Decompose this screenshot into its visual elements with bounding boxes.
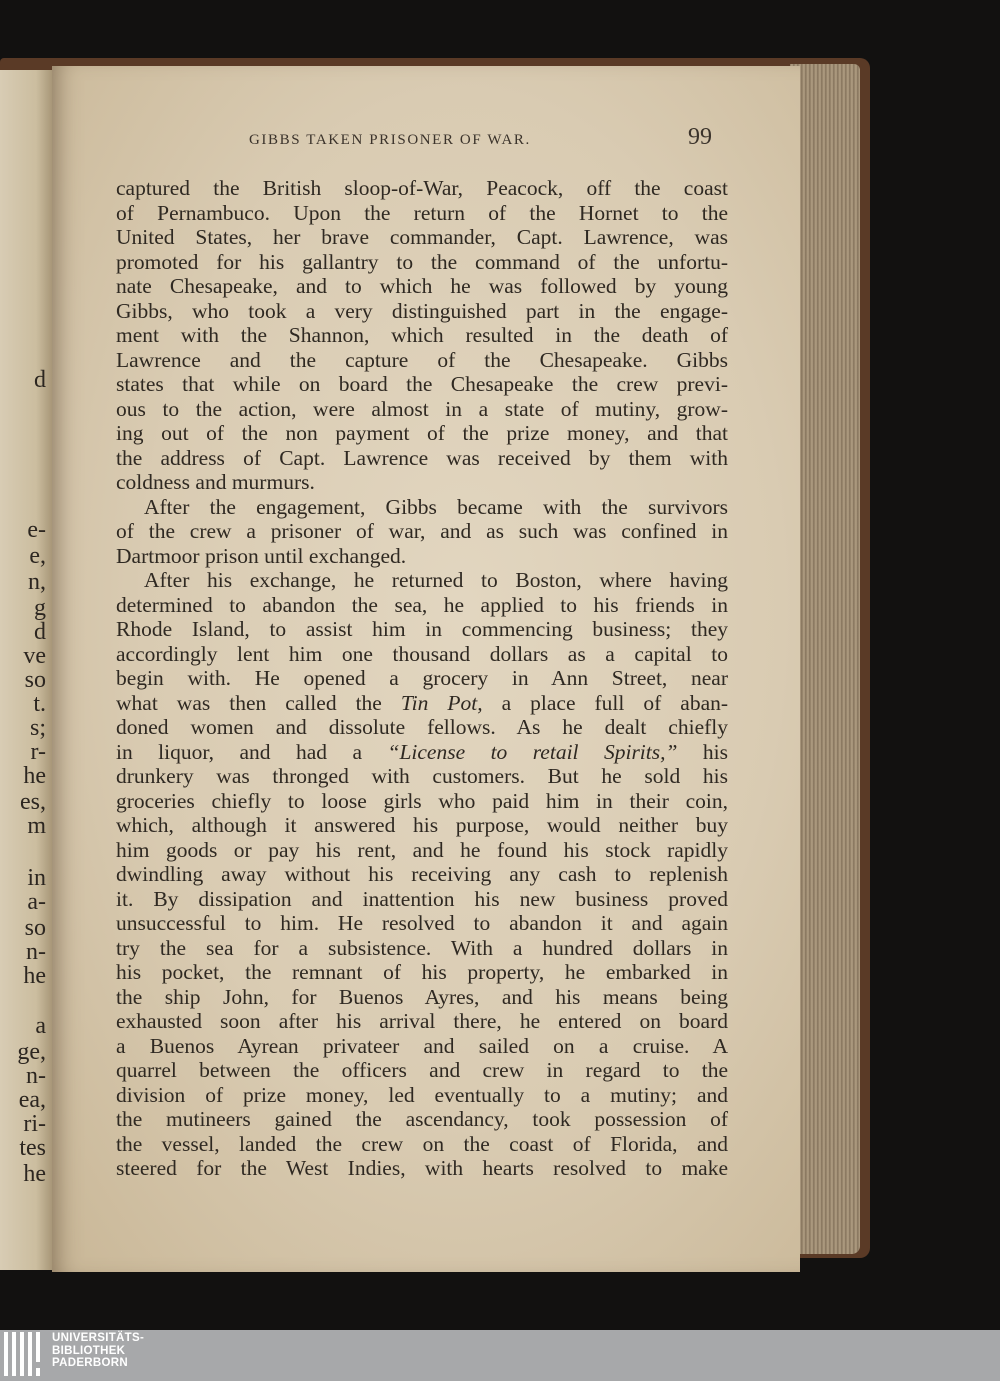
left-page-text-fragment: ge, <box>17 1039 46 1065</box>
logo-text-line: UNIVERSITÄTS- <box>52 1332 145 1344</box>
text-line: it. By dissipation and inattention his new business proved <box>116 886 728 911</box>
left-page-text-fragment: g <box>34 595 46 621</box>
text-line: him goods or pay his rent, and he found his stock rapidly <box>116 837 728 862</box>
left-page-text-fragment: e, <box>29 543 46 569</box>
left-page-text-fragment: so <box>24 667 46 693</box>
text-segment: what was then called the <box>116 690 382 715</box>
text-line: captured the British sloop-of-War, Peacock, off the coast <box>116 176 728 200</box>
text-segment: his <box>702 739 729 764</box>
left-page-text-fragment: s; <box>29 715 46 741</box>
text-segment: a place full of aban- <box>501 690 729 715</box>
text-line-with-italic <box>116 691 728 716</box>
text-line: groceries chiefly to loose girls who paid him in their coin, <box>116 788 728 813</box>
running-head: GIBBS TAKEN PRISONER OF WAR. <box>249 132 531 148</box>
logo-text-line: PADERBORN <box>52 1357 128 1369</box>
left-page-text-fragment: d <box>34 619 46 645</box>
left-page-text-fragment: n, <box>28 569 46 595</box>
text-line: the ship John, for Buenos Ayres, and his means being <box>116 984 728 1009</box>
left-page-text-fragment: he <box>23 1161 46 1187</box>
page-stack-edge <box>790 64 860 1254</box>
left-page-fragment <box>0 70 52 1270</box>
text-line: division of prize money, led eventually to a mutiny; and <box>116 1082 728 1107</box>
text-line: ing out of the non payment of the prize money, and that <box>116 421 728 445</box>
text-line: drunkery was thronged with customers. But he sold his <box>116 764 728 788</box>
left-page-text-fragment: r- <box>30 739 46 765</box>
text-line: Gibbs, who took a very distinguished part in the engage- <box>116 298 728 323</box>
text-line: unsuccessful to him. He resolved to abandon it and again <box>116 911 728 935</box>
text-line: states that while on board the Chesapeake the crew previ- <box>116 372 728 396</box>
text-line: dwindling away without his receiving any cash to replenish <box>116 862 728 886</box>
left-page-text-fragment: a- <box>27 889 46 915</box>
logo-text-line: BIBLIOTHEK <box>52 1344 126 1357</box>
text-line: ment with the Shannon, which resulted in the death of <box>116 323 728 347</box>
text-line: the mutineers gained the ascendancy, took possession of <box>116 1107 728 1131</box>
left-page-text-fragment: he <box>23 963 46 989</box>
text-line: the vessel, landed the crew on the coast of Florida, and <box>116 1131 728 1156</box>
text-line: the address of Capt. Lawrence was received by them with <box>116 445 728 470</box>
text-line: Rhode Island, to assist him in commencing business; they <box>116 617 728 641</box>
text-segment: in liquor, and had a <box>116 739 363 764</box>
left-page-text-fragment: m <box>27 813 46 839</box>
text-line: Dartmoor prison until exchanged. <box>116 543 407 568</box>
left-page-text-fragment: he <box>23 763 46 789</box>
body-text <box>116 176 728 1181</box>
text-line: United States, her brave commander, Capt. Lawrence, was <box>116 225 728 249</box>
text-line: After the engagement, Gibbs became with the survivors <box>144 494 728 519</box>
text-line-with-italic <box>116 740 728 765</box>
text-line: a Buenos Ayrean privateer and sailed on a cruise. A <box>116 1033 728 1058</box>
left-page-text-fragment: n- <box>26 1063 46 1089</box>
left-page-text-fragment: n- <box>26 939 46 965</box>
book-page-99 <box>52 66 800 1272</box>
text-line: quarrel between the officers and crew in regard to the <box>116 1058 728 1082</box>
page-number: 99 <box>688 124 712 150</box>
left-page-text-fragment: tes <box>19 1135 46 1161</box>
text-line: steered for the West Indies, with hearts resolved to make <box>116 1156 728 1180</box>
text-line: try the sea for a subsistence. With a hundred dollars in <box>116 935 728 960</box>
text-line: begin with. He opened a grocery in Ann Street, near <box>116 666 728 690</box>
text-line: promoted for his gallantry to the command of the unfortu- <box>116 249 728 274</box>
left-page-text-fragment: ve <box>23 643 46 669</box>
left-page-text-fragment: t. <box>33 691 46 717</box>
text-line: which, although it answered his purpose, would neither buy <box>116 813 728 837</box>
italic-text-segment: “License to retail Spirits,” <box>387 739 678 764</box>
text-line: Lawrence and the capture of the Chesapeake. Gibbs <box>116 347 728 372</box>
left-page-text-fragment: so <box>24 915 46 941</box>
text-line: of the crew a prisoner of war, and as such was confined in <box>116 519 728 543</box>
text-line: his pocket, the remnant of his property, he embarked in <box>116 960 728 984</box>
left-page-text-fragment: ea, <box>18 1087 46 1113</box>
page-header <box>52 124 800 154</box>
text-line: exhausted soon after his arrival there, he entered on board <box>116 1009 728 1033</box>
text-line: doned women and dissolute fellows. As he dealt chiefly <box>116 715 728 739</box>
text-line: coldness and murmurs. <box>116 470 315 494</box>
text-line: determined to abandon the sea, he applied to his friends in <box>116 592 728 617</box>
left-page-text-fragment: in <box>27 865 46 891</box>
left-page-text-fragment: ri- <box>23 1111 46 1137</box>
text-line: ous to the action, were almost in a state of mutiny, grow- <box>116 396 728 421</box>
italic-text-segment: Tin Pot, <box>400 690 483 715</box>
text-line: After his exchange, he returned to Boston, where having <box>144 568 728 592</box>
library-logo-icon <box>2 1332 46 1379</box>
left-page-text-fragment: e- <box>27 517 46 543</box>
text-line: nate Chesapeake, and to which he was followed by young <box>116 274 728 298</box>
left-page-text-fragment: es, <box>20 789 46 815</box>
library-logo-text <box>52 1332 144 1370</box>
library-footer-bar <box>0 1330 1000 1381</box>
text-line: accordingly lent him one thousand dollars as a capital to <box>116 641 728 666</box>
text-line: of Pernambuco. Upon the return of the Hornet to the <box>116 200 728 225</box>
left-page-text-fragment: d <box>34 367 46 393</box>
left-page-text-fragment: a <box>35 1013 46 1039</box>
